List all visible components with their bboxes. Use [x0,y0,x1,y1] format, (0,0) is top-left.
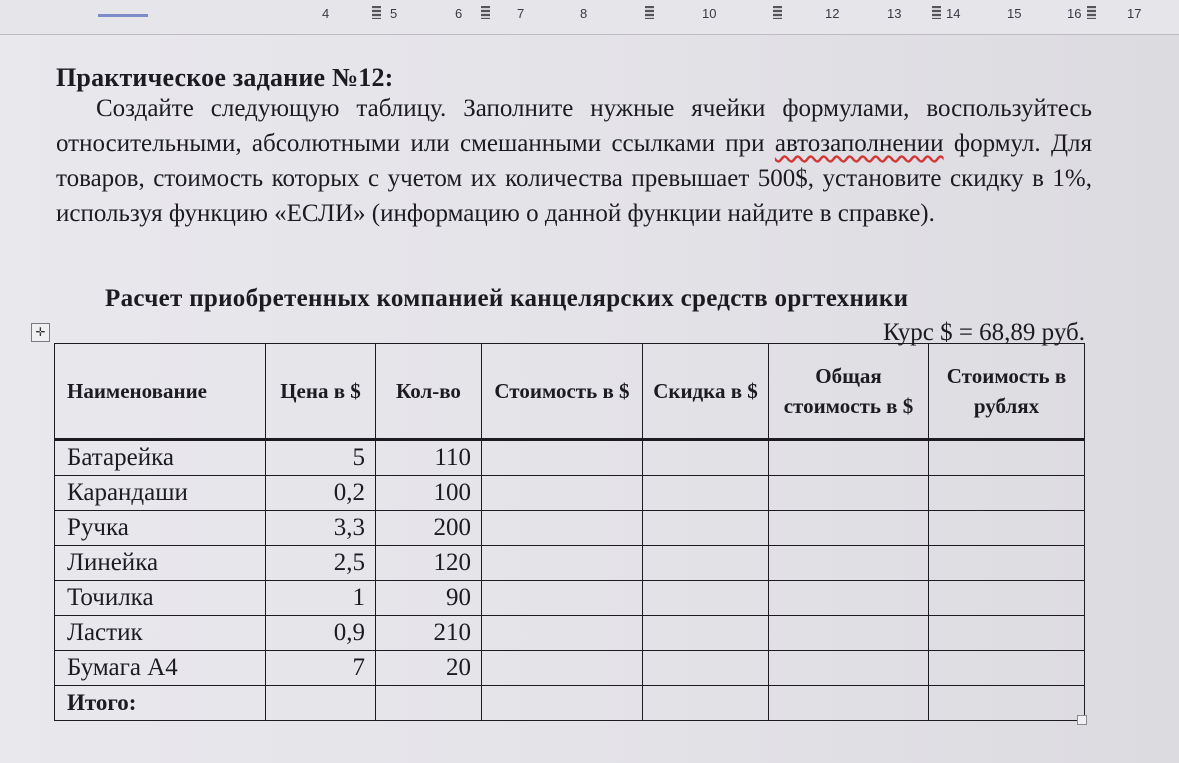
ruler-column-marker[interactable] [932,6,941,19]
total-usd-cell[interactable] [769,581,929,616]
item-name-cell[interactable]: Батарейка [55,440,266,476]
header-cell[interactable]: Кол-во [376,344,482,440]
discount-cell[interactable] [643,511,769,546]
price-cell[interactable]: 0,9 [266,616,376,651]
table-resize-icon[interactable] [1077,715,1087,725]
discount-cell[interactable] [643,581,769,616]
paragraph-line: Создайте следующую таблицу. Заполните нужные ячейки формулами, [96,95,910,122]
price-cell[interactable]: 7 [266,651,376,686]
total-empty-cell[interactable] [376,686,482,721]
ruler-column-marker[interactable] [1087,6,1096,19]
cost-usd-cell[interactable] [482,581,643,616]
total-empty-cell[interactable] [929,686,1085,721]
cost-rub-cell[interactable] [929,476,1085,511]
table-move-icon[interactable]: ✛ [31,323,50,342]
total-empty-cell[interactable] [482,686,643,721]
paragraph-line: (информацию о данной функции найдите в справке). [371,200,935,227]
quantity-cell[interactable]: 120 [376,546,482,581]
ruler-column-marker[interactable] [372,6,381,19]
ruler-column-marker[interactable] [481,6,490,19]
ruler-tick: 7 [517,6,525,21]
item-name-cell[interactable]: Точилка [55,581,266,616]
table-row [55,616,1085,651]
total-usd-cell[interactable] [769,511,929,546]
quantity-cell[interactable]: 210 [376,616,482,651]
ruler-tick: 5 [390,6,398,21]
total-usd-cell[interactable] [769,616,929,651]
cost-usd-cell[interactable] [482,511,643,546]
header-cell[interactable]: Скидка в $ [643,344,769,440]
price-cell[interactable]: 1 [266,581,376,616]
ruler-tick: 8 [580,6,588,21]
cost-usd-cell[interactable] [482,546,643,581]
discount-cell[interactable] [643,651,769,686]
ruler-column-marker[interactable] [645,6,654,19]
item-name-cell[interactable]: Бумага А4 [55,651,266,686]
header-cell[interactable]: Стоимость в рублях [929,344,1085,440]
total-usd-cell[interactable] [769,651,929,686]
total-row [55,686,1085,721]
price-cell[interactable]: 3,3 [266,511,376,546]
header-row [55,344,1085,440]
cost-usd-cell[interactable] [482,476,643,511]
total-empty-cell[interactable] [769,686,929,721]
price-cell[interactable]: 2,5 [266,546,376,581]
cost-rub-cell[interactable] [929,440,1085,476]
paragraph-line: превышает 500$, установите скидку в 1%, используя функцию «ЕСЛИ» [56,165,1092,227]
ruler-tick: 6 [455,6,463,21]
total-empty-cell[interactable] [643,686,769,721]
assignment-text [56,91,1092,231]
header-cell[interactable]: Общая стоимость в $ [769,344,929,440]
discount-cell[interactable] [643,440,769,476]
quantity-cell[interactable]: 20 [376,651,482,686]
ruler-tick: 10 [702,6,717,21]
total-label-cell[interactable]: Итого: [55,686,266,721]
quantity-cell[interactable]: 110 [376,440,482,476]
cost-usd-cell[interactable] [482,651,643,686]
ruler-tick: 12 [825,6,840,21]
header-cell[interactable]: Цена в $ [266,344,376,440]
cost-rub-cell[interactable] [929,651,1085,686]
ruler-tick: 13 [887,6,902,21]
ruler-tick: 17 [1127,6,1142,21]
cost-rub-cell[interactable] [929,511,1085,546]
quantity-cell[interactable]: 200 [376,511,482,546]
quantity-cell[interactable]: 90 [376,581,482,616]
table-row [55,511,1085,546]
table-row [55,476,1085,511]
assignment-heading: Практическое задание №12: [56,63,394,92]
total-usd-cell[interactable] [769,546,929,581]
discount-cell[interactable] [643,616,769,651]
document-page[interactable] [0,35,1179,763]
item-name-cell[interactable]: Ластик [55,616,266,651]
spellcheck-word[interactable]: автозаполнении [774,130,944,157]
ruler-tick: 16 [1067,6,1082,21]
table-row [55,651,1085,686]
ruler-indent-bar [98,14,148,17]
cost-rub-cell[interactable] [929,581,1085,616]
header-cell[interactable]: Стоимость в $ [482,344,643,440]
header-cell[interactable]: Наименование [55,344,266,440]
price-cell[interactable]: 5 [266,440,376,476]
discount-cell[interactable] [643,546,769,581]
table-row [55,440,1085,476]
horizontal-ruler[interactable] [0,0,1179,35]
cost-usd-cell[interactable] [482,440,643,476]
price-cell[interactable]: 0,2 [266,476,376,511]
table-row [55,546,1085,581]
exchange-rate: Курс $ = 68,89 руб. [882,319,1085,346]
item-name-cell[interactable]: Карандаши [55,476,266,511]
total-usd-cell[interactable] [769,476,929,511]
ruler-tick: 4 [322,6,330,21]
paragraph-line: воспользуйтесь относительными, абсолютными или смешанными ссылками при [56,95,1092,157]
purchase-table[interactable] [54,343,1085,721]
quantity-cell[interactable]: 100 [376,476,482,511]
total-usd-cell[interactable] [769,440,929,476]
cost-usd-cell[interactable] [482,616,643,651]
discount-cell[interactable] [643,476,769,511]
item-name-cell[interactable]: Линейка [55,546,266,581]
item-name-cell[interactable]: Ручка [55,511,266,546]
cost-rub-cell[interactable] [929,546,1085,581]
ruler-column-marker[interactable] [773,6,782,19]
ruler-tick: 15 [1007,6,1022,21]
total-empty-cell[interactable] [266,686,376,721]
table-row [55,581,1085,616]
cost-rub-cell[interactable] [929,616,1085,651]
table-title: Расчет приобретенных компанией канцелярских средств оргтехники [105,285,909,312]
ruler-tick: 14 [946,6,961,21]
paragraph-line: формул. Для товаров, стоимость которых с учетом их количества [56,130,1093,192]
